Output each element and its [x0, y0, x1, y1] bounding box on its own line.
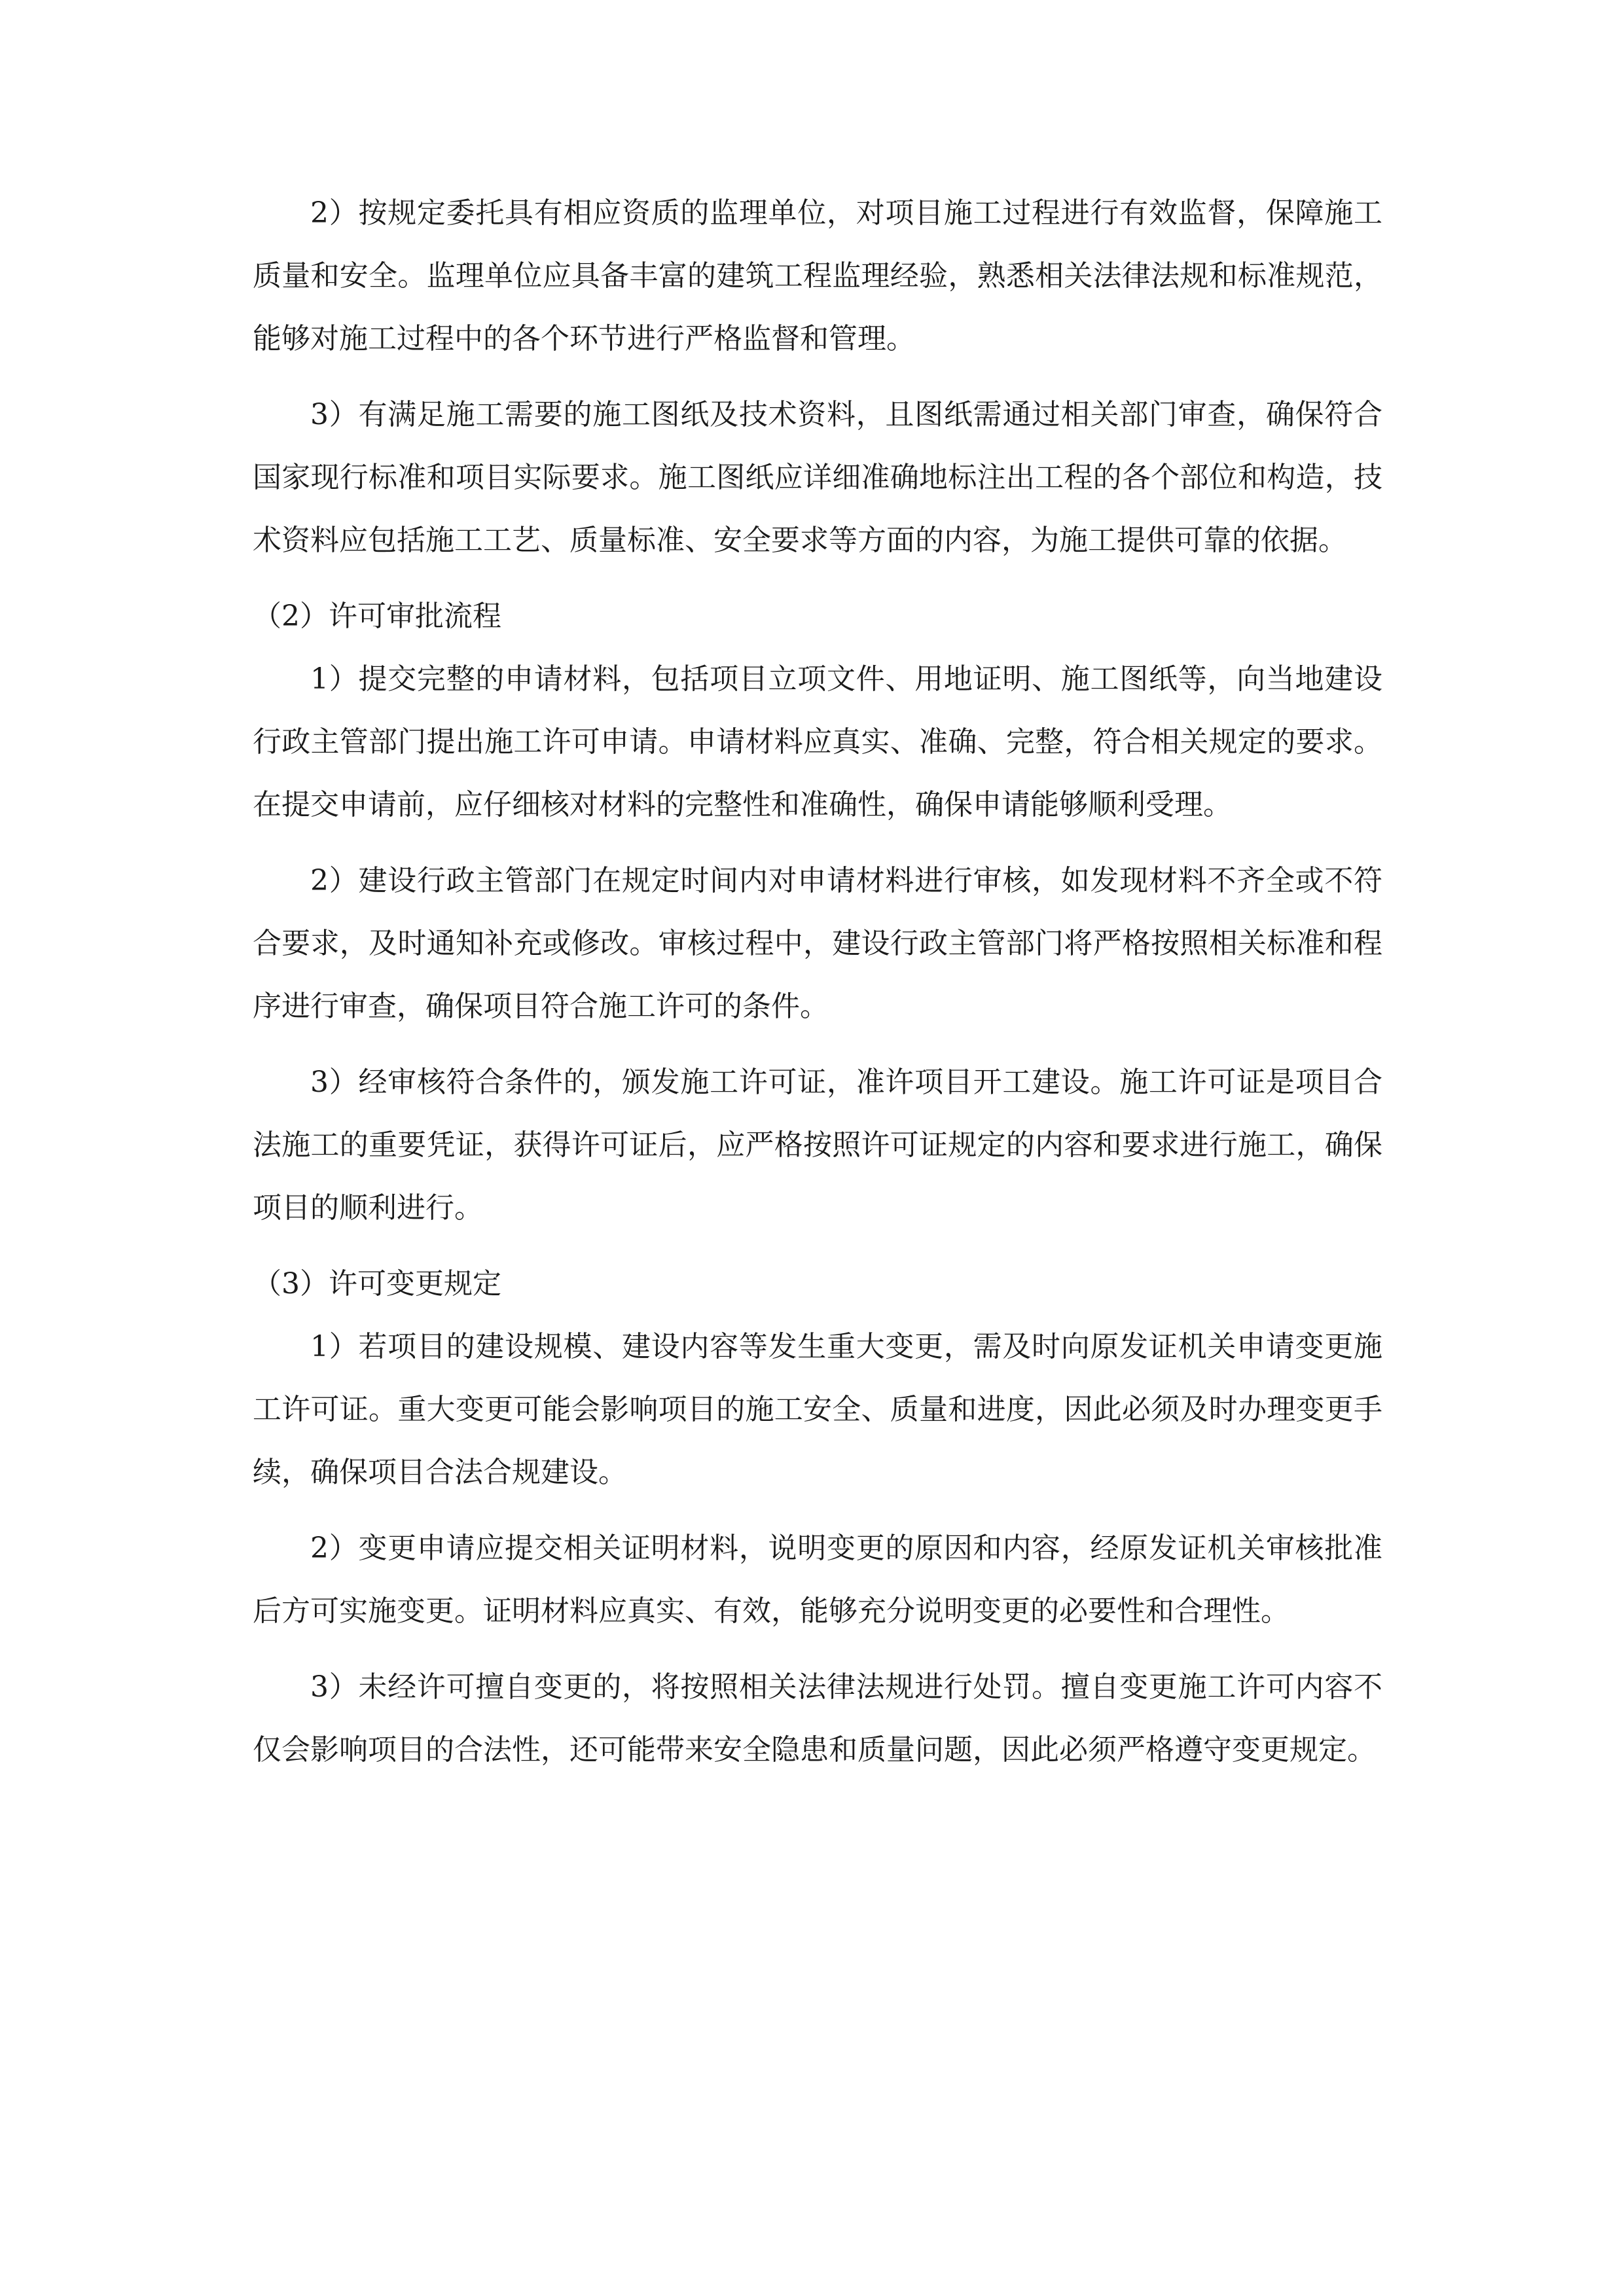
paragraph-unauthorized-change: 3）未经许可擅自变更的，将按照相关法律法规进行处罚。擅自变更施工许可内容不仅会影响项目的合法性，还可能带来安全隐患和质量问题，因此必须严格遵守变更规定。: [253, 1670, 1382, 1767]
paragraph-construction-drawings: 3）有满足施工需要的施工图纸及技术资料，且图纸需通过相关部门审查，确保符合国家现行标准和项目实际要求。施工图纸应详细准确地标注出工程的各个部位和构造，技术资料应包括施工工艺、质量标准、安全要求等方面的内容，为施工提供可靠的依据。: [253, 398, 1382, 557]
paragraph-supervision-unit: 2）按规定委托具有相应资质的监理单位，对项目施工过程进行有效监督，保障施工质量和安全。监理单位应具备丰富的建筑工程监理经验，熟悉相关法律法规和标准规范，能够对施工过程中的各个环节进行严格监督和管理。: [253, 196, 1382, 355]
paragraph-review-application: 2）建设行政主管部门在规定时间内对申请材料进行审核，如发现材料不齐全或不符合要求，及时通知补充或修改。审核过程中，建设行政主管部门将严格按照相关标准和程序进行审查，确保项目符合施工许可的条件。: [253, 864, 1382, 1023]
paragraph-submit-application: 1）提交完整的申请材料，包括项目立项文件、用地证明、施工图纸等，向当地建设行政主管部门提出施工许可申请。申请材料应真实、准确、完整，符合相关规定的要求。在提交申请前，应仔细核对材料的完整性和准确性，确保申请能够顺利受理。: [253, 662, 1382, 821]
section-heading-approval-process: （2）许可审批流程: [253, 600, 501, 633]
paragraph-issue-permit: 3）经审核符合条件的，颁发施工许可证，准许项目开工建设。施工许可证是项目合法施工的重要凭证，获得许可证后，应严格按照许可证规定的内容和要求进行施工，确保项目的顺利进行。: [253, 1066, 1382, 1225]
section-heading-change-rules: （3）许可变更规定: [253, 1267, 501, 1300]
paragraph-major-change: 1）若项目的建设规模、建设内容等发生重大变更，需及时向原发证机关申请变更施工许可证。重大变更可能会影响项目的施工安全、质量和进度，因此必须及时办理变更手续，确保项目合法合规建设。: [253, 1330, 1382, 1489]
paragraph-change-application: 2）变更申请应提交相关证明材料，说明变更的原因和内容，经原发证机关审核批准后方可实施变更。证明材料应真实、有效，能够充分说明变更的必要性和合理性。: [253, 1532, 1382, 1628]
document-page: [253, 182, 1382, 1782]
